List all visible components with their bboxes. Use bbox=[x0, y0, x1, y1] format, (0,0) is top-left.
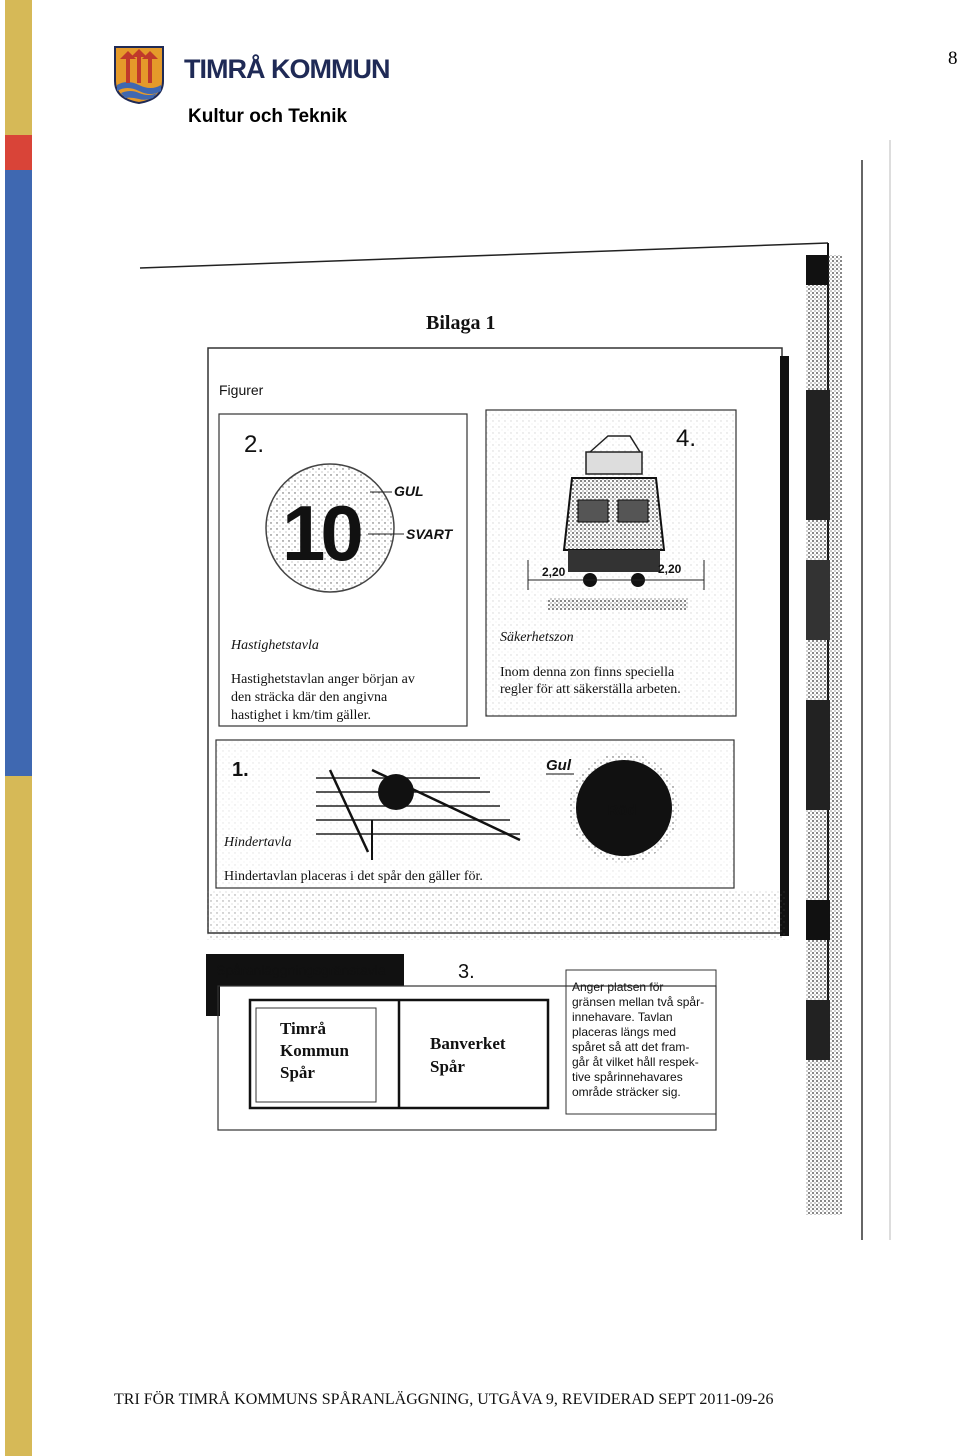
obstacle-sign-caption-line: Hindertavlan placeras i det spår den gäller för. bbox=[224, 869, 483, 884]
speed-sign-caption-line-1: Hastighetstavlan anger början av bbox=[231, 672, 415, 687]
figures-label: Figurer bbox=[219, 382, 264, 398]
obstacle-sign-color-outer: Gul bbox=[546, 757, 571, 774]
figure-3-number: 3. bbox=[458, 961, 475, 983]
figure-3-boundary-sign bbox=[206, 954, 716, 1130]
figure-4-number: 4. bbox=[676, 425, 697, 452]
boundary-sign-desc-line-6: går åt vilket håll respek- bbox=[572, 1055, 699, 1069]
speed-sign-caption-line-2: den sträcka där den angivna bbox=[231, 690, 388, 705]
boundary-sign-desc-line-4: placeras längs med bbox=[572, 1025, 677, 1039]
safety-zone-caption-title: Säkerhetszon bbox=[500, 630, 574, 645]
footer-text: TRI FÖR TIMRÅ KOMMUNS SPÅRANLÄGGNING, UTGÅVA 9, REVIDERAD SEPT 2011-09-26 bbox=[114, 1391, 774, 1408]
boundary-sign-desc-line-3: innehavare. Tavlan bbox=[572, 1010, 673, 1024]
figure-2-number: 2. bbox=[244, 431, 265, 458]
safety-zone-caption-line-1: Inom denna zon finns speciella bbox=[500, 665, 675, 680]
speed-sign-caption-title: Hastighetstavla bbox=[231, 638, 319, 653]
boundary-sign-left-line-3: Spår bbox=[280, 1063, 315, 1082]
obstacle-sign-caption-title: Hindertavla bbox=[224, 835, 292, 850]
boundary-sign-right-line-2: Spår bbox=[430, 1057, 465, 1076]
safety-zone-dim-left: 2,20 bbox=[542, 565, 566, 579]
boundary-sign-desc-line-8: område sträcker sig. bbox=[572, 1085, 681, 1099]
figure-1-obstacle-sign bbox=[216, 740, 734, 888]
boundary-sign-desc-line-5: spåret så att det fram- bbox=[572, 1040, 690, 1054]
department-name: Kultur och Teknik bbox=[188, 106, 348, 127]
boundary-sign-desc-line-7: tive spårinnehavares bbox=[572, 1070, 683, 1084]
speed-sign-value: 10 bbox=[282, 489, 359, 577]
figure-1-number: 1. bbox=[232, 759, 249, 781]
appendix-title: Bilaga 1 bbox=[426, 312, 496, 334]
figure-2-speed-sign bbox=[219, 414, 467, 726]
boundary-sign-left-line-1: Timrå bbox=[280, 1019, 326, 1038]
safety-zone-caption-line-2: regler för att säkerställa arbeten. bbox=[500, 682, 681, 697]
speed-sign-color-inner: SVART bbox=[406, 526, 453, 542]
scan-top-edge bbox=[140, 243, 828, 268]
boundary-sign-left-line-2: Kommun bbox=[280, 1041, 349, 1060]
boundary-sign-desc-line-2: gränsen mellan två spår- bbox=[572, 995, 705, 1009]
safety-zone-dim-right: 2,20 bbox=[658, 562, 682, 576]
boundary-sign-desc-line-1: Anger platsen för bbox=[572, 980, 664, 994]
speed-sign-color-outer: GUL bbox=[394, 483, 424, 499]
boundary-sign-right-line-1: Banverket bbox=[430, 1034, 506, 1053]
boundary-sign-banner-text: Spåranläggningsgränstavla bbox=[216, 962, 386, 978]
speed-sign-caption-line-3: hastighet i km/tim gäller. bbox=[231, 708, 371, 723]
page-number: 8 bbox=[948, 48, 958, 69]
figure-4-safety-zone bbox=[486, 410, 736, 716]
obstacle-sign-color-inner: Röd bbox=[607, 802, 637, 819]
org-name: TIMRÅ KOMMUN bbox=[184, 54, 390, 84]
